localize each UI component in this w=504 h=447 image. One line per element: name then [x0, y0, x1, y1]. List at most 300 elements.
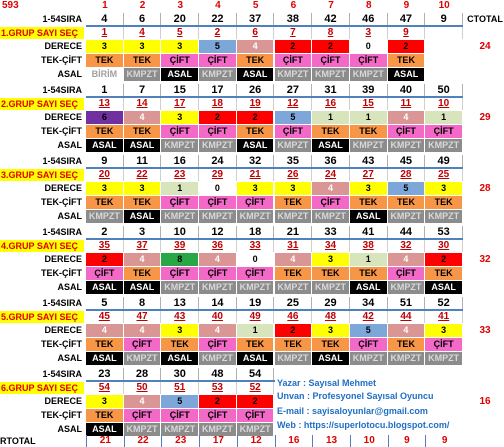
tekcift-cell: TEK [86, 409, 124, 422]
asal-cell: ASAL [124, 281, 162, 294]
asal-cell: KMPZT [312, 281, 350, 294]
derece-cell: 3 [124, 40, 162, 53]
pick-number-link[interactable]: 44 [388, 311, 426, 323]
derece-cell: 3 [237, 182, 275, 195]
tekcift-cell: TEK [275, 338, 313, 351]
sira-number-cell: 22 [199, 13, 237, 25]
sira-number-cell: 4 [86, 13, 124, 25]
tekcift-cell: ÇİFT [199, 54, 237, 67]
derece-cell: 1 [350, 111, 388, 124]
asal-cell: ASAL [350, 281, 388, 294]
pick-number-link[interactable]: 30 [425, 240, 463, 252]
asal-cell: KMPZT [425, 210, 463, 223]
pick-number-link[interactable]: 36 [199, 240, 237, 252]
asal-cell: KMPZT [312, 210, 350, 223]
pick-number-link[interactable]: 43 [161, 311, 199, 323]
sira-number-cell: 13 [161, 297, 199, 309]
asal-cell: KMPZT [388, 281, 426, 294]
pick-number-link[interactable]: 31 [275, 240, 313, 252]
asal-cell: KMPZT [388, 139, 426, 152]
sira-number-cell: 18 [237, 226, 275, 238]
derece-cell: 2 [388, 40, 426, 53]
group-select-button[interactable]: 3.GRUP SAYI SEÇ [0, 169, 84, 181]
pick-number-link[interactable]: 42 [350, 311, 388, 323]
derece-cell: 5 [388, 182, 426, 195]
sira-number-cell: 30 [161, 368, 199, 380]
column-number: 2 [139, 0, 146, 11]
asal-row-label: ASAL [57, 69, 82, 79]
pick-number-link[interactable]: 34 [312, 240, 350, 252]
sira-number-cell: 52 [425, 297, 463, 309]
author-email[interactable]: E-mail : sayisaloyunlar@gmail.com [277, 406, 428, 416]
asal-row-label: ASAL [57, 353, 82, 363]
rtotal-cell: 21 [86, 435, 124, 447]
derece-cell: 3 [312, 253, 350, 266]
sira-row-label: 1-54SIRA [42, 155, 82, 166]
asal-cell: BİRİM [86, 68, 124, 81]
pick-number-link[interactable]: 3 [350, 27, 388, 39]
derece-cell: 4 [312, 182, 350, 195]
pick-number-link[interactable]: 51 [161, 382, 199, 394]
sira-number-cell: 3 [124, 226, 162, 238]
column-number: 3 [177, 0, 184, 11]
sira-number-cell: 25 [275, 297, 313, 309]
pick-number-link[interactable]: 35 [86, 240, 124, 252]
author-website-link[interactable]: Web : https://superlotocu.blogspot.com/ [277, 420, 450, 430]
sira-number-cell: 9 [425, 13, 463, 25]
derece-cell: 2 [425, 253, 463, 266]
asal-cell: KMPZT [199, 281, 237, 294]
tekcift-row-label: TEK-ÇİFT [41, 55, 82, 65]
rtotal-cell: 13 [312, 435, 350, 447]
sira-number-cell: 39 [350, 84, 388, 96]
derece-cell: 3 [425, 182, 463, 195]
sira-number-cell: 49 [425, 155, 463, 167]
asal-cell: ASAL [237, 352, 275, 365]
column-number: 6 [290, 0, 297, 11]
tekcift-cell: ÇİFT [350, 338, 388, 351]
derece-cell: 6 [86, 111, 124, 124]
pick-number-link[interactable]: 1 [86, 27, 124, 39]
pick-number-link[interactable]: 24 [312, 169, 350, 181]
derece-cell: 3 [312, 324, 350, 337]
derece-cell: 5 [350, 324, 388, 337]
asal-cell: KMPZT [161, 139, 199, 152]
ctotal-label: CTOTAL [467, 14, 503, 24]
sira-number-cell: 29 [312, 297, 350, 309]
tekcift-row-label: TEK-ÇİFT [41, 197, 82, 207]
pick-number-link[interactable]: 54 [86, 382, 124, 394]
rtotal-cell: 9 [425, 435, 463, 447]
sira-row-label: 1-54SIRA [42, 368, 82, 379]
pick-number-link[interactable]: 15 [350, 98, 388, 110]
tekcift-cell: ÇİFT [199, 267, 237, 280]
sira-number-cell: 17 [199, 84, 237, 96]
asal-cell: KMPZT [237, 210, 275, 223]
tekcift-cell: TEK [425, 267, 463, 280]
pick-number-link[interactable]: 25 [425, 169, 463, 181]
sira-number-cell: 38 [275, 13, 313, 25]
derece-cell: 2 [199, 111, 237, 124]
derece-cell: 2 [237, 111, 275, 124]
pick-number-link[interactable]: 37 [124, 240, 162, 252]
tekcift-cell: ÇİFT [388, 267, 426, 280]
tekcift-cell: TEK [86, 54, 124, 67]
pick-number-link[interactable]: 7 [275, 27, 313, 39]
pick-number-link[interactable]: 20 [86, 169, 124, 181]
asal-cell: ASAL [124, 210, 162, 223]
asal-cell: KMPZT [124, 68, 162, 81]
asal-cell: ASAL [425, 281, 463, 294]
derece-cell: 3 [161, 111, 199, 124]
pick-number-link[interactable]: 17 [161, 98, 199, 110]
tekcift-cell: TEK [124, 54, 162, 67]
group-select-button[interactable]: 1.GRUP SAYI SEÇ [0, 27, 84, 39]
group-select-button[interactable]: 2.GRUP SAYI SEÇ [0, 98, 84, 110]
asal-cell: ASAL [237, 139, 275, 152]
derece-cell: 2 [237, 395, 275, 408]
derece-cell: 3 [275, 182, 313, 195]
pick-number-link[interactable]: 5 [161, 27, 199, 39]
tekcift-cell: TEK [425, 196, 463, 209]
derece-cell: 1 [237, 324, 275, 337]
rtotal-cell: 10 [350, 435, 388, 447]
pick-number-link[interactable]: 26 [275, 169, 313, 181]
tekcift-cell: ÇİFT [237, 267, 275, 280]
derece-cell: 5 [275, 111, 313, 124]
derece-cell: 3 [86, 395, 124, 408]
sira-number-cell: 37 [237, 13, 275, 25]
derece-row-label: DERECE [44, 112, 82, 122]
author-title: Unvan : Profesyonel Sayısal Oyuncu [277, 391, 434, 401]
sira-number-cell: 15 [161, 84, 199, 96]
tekcift-cell: ÇİFT [350, 54, 388, 67]
rtotal-cell: 22 [124, 435, 162, 447]
tekcift-cell: TEK [275, 196, 313, 209]
derece-cell: 4 [388, 324, 426, 337]
asal-cell: KMPZT [161, 210, 199, 223]
tekcift-cell: ÇİFT [161, 267, 199, 280]
derece-cell: 3 [86, 40, 124, 53]
asal-cell: KMPZT [199, 352, 237, 365]
sira-number-cell: 21 [275, 226, 313, 238]
sira-number-cell: 51 [388, 297, 426, 309]
tekcift-row-label: TEK-ÇİFT [41, 410, 82, 420]
derece-cell: 3 [425, 324, 463, 337]
pick-number-link[interactable]: 28 [388, 169, 426, 181]
group-total: 32 [479, 253, 491, 265]
pick-number-link[interactable]: 11 [388, 98, 426, 110]
derece-cell: 0 [199, 182, 237, 195]
group-total: 24 [479, 40, 491, 52]
asal-cell: KMPZT [275, 281, 313, 294]
sira-number-cell: 32 [237, 155, 275, 167]
tekcift-cell: ÇİFT [275, 125, 313, 138]
sira-number-cell: 34 [350, 297, 388, 309]
tekcift-cell: TEK [350, 196, 388, 209]
asal-cell: KMPZT [199, 210, 237, 223]
sira-number-cell: 54 [237, 368, 275, 380]
asal-cell: ASAL [161, 352, 199, 365]
sira-number-cell: 31 [312, 84, 350, 96]
tekcift-cell: ÇİFT [161, 125, 199, 138]
derece-cell: 4 [124, 324, 162, 337]
group-total: 16 [479, 395, 491, 407]
pick-number-link[interactable]: 33 [237, 240, 275, 252]
pick-number-link[interactable]: 2 [199, 27, 237, 39]
rtotal-label: RTOTAL [0, 435, 36, 446]
derece-row-label: DERECE [44, 41, 82, 51]
tekcift-cell: ÇİFT [199, 196, 237, 209]
pick-number-link[interactable]: 53 [199, 382, 237, 394]
tekcift-cell: ÇİFT [312, 196, 350, 209]
asal-row-label: ASAL [57, 282, 82, 292]
pick-number-link[interactable]: 21 [237, 169, 275, 181]
tekcift-cell: TEK [350, 267, 388, 280]
tekcift-row-label: TEK-ÇİFT [41, 339, 82, 349]
asal-cell: ASAL [124, 139, 162, 152]
sira-number-cell: 1 [86, 84, 124, 96]
corner-number: 593 [2, 0, 19, 11]
asal-row-label: ASAL [57, 424, 82, 434]
tekcift-cell: TEK [86, 196, 124, 209]
derece-cell: 3 [161, 40, 199, 53]
derece-cell: 2 [275, 40, 313, 53]
pick-number-link[interactable]: 22 [124, 169, 162, 181]
tekcift-cell: ÇİFT [161, 54, 199, 67]
pick-number-link[interactable]: 6 [237, 27, 275, 39]
pick-number-link[interactable]: 52 [237, 382, 275, 394]
asal-cell: KMPZT [124, 423, 162, 436]
rtotal-cell: 23 [161, 435, 199, 447]
derece-cell: 4 [275, 253, 313, 266]
asal-cell: ASAL [237, 68, 275, 81]
tekcift-cell: ÇİFT [425, 338, 463, 351]
asal-cell: KMPZT [161, 281, 199, 294]
derece-cell: 4 [199, 253, 237, 266]
group-total: 28 [479, 182, 491, 194]
pick-number-link[interactable]: 39 [161, 240, 199, 252]
sira-number-cell: 50 [425, 84, 463, 96]
tekcift-cell: TEK [124, 125, 162, 138]
rtotal-cell: 9 [388, 435, 426, 447]
derece-cell: 1 [312, 111, 350, 124]
pick-number-link[interactable]: 46 [275, 311, 313, 323]
sira-number-cell: 27 [275, 84, 313, 96]
tekcift-cell: TEK [124, 267, 162, 280]
sira-number-cell: 28 [124, 368, 162, 380]
sira-row-label: 1-54SIRA [42, 84, 82, 95]
derece-cell: 0 [350, 40, 388, 53]
tekcift-cell: TEK [388, 196, 426, 209]
tekcift-cell: ÇİFT [86, 267, 124, 280]
asal-cell: KMPZT [425, 139, 463, 152]
sira-number-cell: 14 [199, 297, 237, 309]
asal-cell: ASAL [86, 281, 124, 294]
asal-cell: KMPZT [275, 352, 313, 365]
derece-cell: 3 [161, 324, 199, 337]
pick-number-link[interactable]: 49 [237, 311, 275, 323]
pick-number-link[interactable]: 38 [350, 240, 388, 252]
pick-number-link[interactable]: 29 [199, 169, 237, 181]
sira-number-cell: 45 [388, 155, 426, 167]
sira-number-cell: 2 [86, 226, 124, 238]
pick-number-link[interactable]: 9 [388, 27, 426, 39]
tekcift-cell: TEK [161, 338, 199, 351]
asal-cell: KMPZT [425, 352, 463, 365]
sira-number-cell: 35 [275, 155, 313, 167]
pick-number-link[interactable]: 23 [161, 169, 199, 181]
sira-number-cell: 10 [161, 226, 199, 238]
tekcift-cell: ÇİFT [199, 338, 237, 351]
derece-cell: 1 [425, 111, 463, 124]
group-total: 33 [479, 324, 491, 336]
tekcift-row-label: TEK-ÇİFT [41, 268, 82, 278]
derece-row-label: DERECE [44, 325, 82, 335]
tekcift-cell: ÇİFT [312, 54, 350, 67]
pick-number-link[interactable]: 48 [312, 311, 350, 323]
sira-number-cell: 20 [161, 13, 199, 25]
tekcift-row-label: TEK-ÇİFT [41, 126, 82, 136]
tekcift-cell: TEK [312, 125, 350, 138]
pick-number-link[interactable]: 27 [350, 169, 388, 181]
tekcift-cell: TEK [275, 267, 313, 280]
derece-cell: 4 [237, 40, 275, 53]
tekcift-cell: ÇİFT [161, 409, 199, 422]
sira-number-cell: 12 [199, 226, 237, 238]
pick-number-link[interactable]: 14 [124, 98, 162, 110]
asal-cell: KMPZT [350, 68, 388, 81]
derece-cell: 4 [86, 324, 124, 337]
sira-number-cell: 46 [350, 13, 388, 25]
tekcift-cell: ÇİFT [124, 338, 162, 351]
tekcift-cell: TEK [237, 125, 275, 138]
pick-number-link[interactable]: 16 [312, 98, 350, 110]
sira-number-cell: 47 [388, 13, 426, 25]
column-number: 7 [328, 0, 334, 11]
asal-row-label: ASAL [57, 211, 82, 221]
asal-cell: KMPZT [199, 139, 237, 152]
pick-number-link[interactable]: 10 [425, 98, 463, 110]
derece-row-label: DERECE [44, 396, 82, 406]
sira-number-cell: 8 [124, 297, 162, 309]
derece-cell: 1 [350, 253, 388, 266]
asal-cell: ASAL [312, 352, 350, 365]
derece-cell: 8 [161, 253, 199, 266]
pick-number-link[interactable]: 18 [199, 98, 237, 110]
pick-number-link[interactable]: 8 [312, 27, 350, 39]
sira-number-cell: 53 [425, 226, 463, 238]
asal-cell: KMPZT [388, 210, 426, 223]
asal-cell: KMPZT [237, 281, 275, 294]
pick-number-link[interactable]: 19 [237, 98, 275, 110]
asal-cell: KMPZT [350, 352, 388, 365]
sira-number-cell: 24 [199, 155, 237, 167]
group-select-button[interactable]: 6.GRUP SAYI SEÇ [0, 382, 84, 394]
sira-row-label: 1-54SIRA [42, 297, 82, 308]
pick-number-link[interactable]: 50 [124, 382, 162, 394]
sira-number-cell: 5 [86, 297, 124, 309]
sira-number-cell: 9 [86, 155, 124, 167]
derece-cell: 0 [237, 253, 275, 266]
group-select-button[interactable]: 5.GRUP SAYI SEÇ [0, 311, 84, 323]
sira-number-cell: 7 [124, 84, 162, 96]
derece-cell: 4 [388, 253, 426, 266]
derece-cell: 2 [312, 40, 350, 53]
derece-cell: 2 [199, 395, 237, 408]
pick-number-link [425, 27, 463, 39]
sira-number-cell: 44 [388, 226, 426, 238]
sira-number-cell: 6 [124, 13, 162, 25]
sira-number-cell: 40 [388, 84, 426, 96]
asal-cell: KMPZT [124, 352, 162, 365]
pick-number-link[interactable]: 41 [425, 311, 463, 323]
derece-cell: 3 [124, 182, 162, 195]
asal-cell: KMPZT [350, 139, 388, 152]
tekcift-cell: TEK [388, 338, 426, 351]
pick-number-link[interactable]: 13 [86, 98, 124, 110]
tekcift-cell: ÇİFT [237, 409, 275, 422]
tekcift-cell: TEK [350, 125, 388, 138]
sira-number-cell: 26 [237, 84, 275, 96]
author-name: Yazar : Sayısal Mehmet [277, 378, 377, 388]
column-number: 1 [102, 0, 108, 11]
pick-number-link[interactable]: 45 [86, 311, 124, 323]
tekcift-cell: ÇİFT [124, 409, 162, 422]
derece-cell: 3 [350, 182, 388, 195]
tekcift-cell: ÇİFT [425, 125, 463, 138]
asal-cell: ASAL [86, 139, 124, 152]
pick-number-link[interactable]: 4 [124, 27, 162, 39]
derece-cell: 4 [124, 111, 162, 124]
derece-cell: 5 [161, 395, 199, 408]
asal-cell: KMPZT [199, 423, 237, 436]
pick-number-link[interactable]: 32 [388, 240, 426, 252]
pick-number-link[interactable]: 47 [124, 311, 162, 323]
derece-cell: 4 [388, 111, 426, 124]
sira-number-cell: 48 [199, 368, 237, 380]
sira-number-cell: 23 [86, 368, 124, 380]
pick-number-link[interactable]: 40 [199, 311, 237, 323]
rtotal-cell: 12 [237, 435, 275, 447]
asal-cell: KMPZT [275, 139, 313, 152]
derece-cell: 2 [275, 324, 313, 337]
asal-row-label: ASAL [57, 140, 82, 150]
asal-cell: ASAL [86, 423, 124, 436]
group-select-button[interactable]: 4.GRUP SAYI SEÇ [0, 240, 84, 252]
tekcift-cell: ÇİFT [275, 54, 313, 67]
column-number: 5 [252, 0, 259, 11]
asal-cell: ASAL [161, 68, 199, 81]
asal-cell: KMPZT [388, 352, 426, 365]
asal-cell: KMPZT [86, 210, 124, 223]
asal-cell: KMPZT [312, 68, 350, 81]
tekcift-cell: ÇİFT [199, 125, 237, 138]
derece-cell: 4 [124, 253, 162, 266]
asal-cell: KMPZT [237, 423, 275, 436]
pick-number-link[interactable]: 12 [275, 98, 313, 110]
group-total: 29 [479, 111, 491, 123]
tekcift-cell: TEK [237, 54, 275, 67]
tekcift-cell: TEK [312, 338, 350, 351]
asal-cell: KMPZT [161, 423, 199, 436]
tekcift-cell: ÇİFT [161, 196, 199, 209]
asal-cell: ASAL [312, 139, 350, 152]
rtotal-cell: 16 [275, 435, 313, 447]
asal-cell: ASAL [388, 68, 426, 81]
tekcift-cell: TEK [86, 338, 124, 351]
sira-number-cell: 41 [350, 226, 388, 238]
